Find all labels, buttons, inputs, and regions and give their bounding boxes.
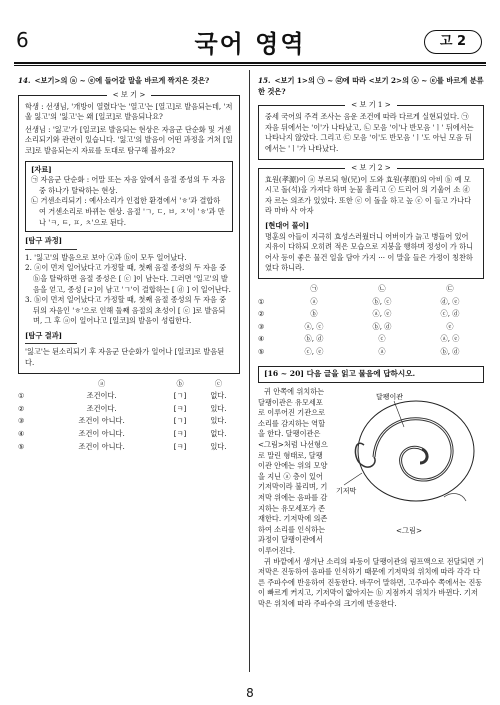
example-box-1-text: 중세 국어의 주격 조사는 음운 조건에 따라 다르게 실현되었다. ㉠ 자음 뒤에서는 '이'가 나타났고, ㉡ 모음 '이'나 반모음 'ㅣ' 뒤에서는 나타나지 않았다. 그리고 ㉢ 모음 '이'도 반모음 'ㅣ'도 아닌 모음 뒤에서는 'ㅣ'가 나타났다. xyxy=(265,112,474,153)
column-divider xyxy=(249,70,250,672)
choice-header-row xyxy=(258,283,484,296)
process-title: [탐구 과정] xyxy=(25,236,63,246)
choice-row[interactable] xyxy=(258,321,484,334)
result-title: [탐구 결과] xyxy=(25,330,63,340)
question-15 xyxy=(258,76,484,610)
choice-header: ㉠ xyxy=(310,283,318,293)
choice-header: ㉢ xyxy=(446,283,454,293)
student-line: 학생 : 선생님, '개방이 열렸다'는 '열고'는 [열고]로 발음되는데, '저울 잃고'의 '잃고'는 왜 [일코]로 발음되나요? xyxy=(25,101,233,122)
choice-cell: ⓒ xyxy=(378,334,386,344)
passage-paragraph-1: 귀 안쪽에 위치하는 달팽이관은 유모세포로 이루어진 기관으로 소리를 감지하는 역할을 한다. 달팽이관은 <그림>처럼 나선형으로 말린 형태로, 달팽이관 안에는 위의 모양을 지닌 ⓐ 층이 있어 기저막이라 불리며, 기저막 위에는 음파를 감지하는 유모세포가 존재한다. 기저막에 의존하여 소리를 인식하는 과정이 달팽이관에서 이루어진다. xyxy=(258,387,328,555)
figure-label: 기저막 xyxy=(336,487,357,496)
choice-header: ⓑ xyxy=(176,378,184,388)
page-footer-number: 8 xyxy=(246,686,254,700)
choice-number[interactable]: ③ xyxy=(18,416,25,426)
choice-header: ⓒ xyxy=(214,378,223,388)
choice-cell: ⓐ, ⓒ xyxy=(304,321,324,331)
example-box-1-title: < 보 기 1 > xyxy=(345,100,397,109)
question-14-prompt xyxy=(18,76,240,87)
choice-cell: 조건이다. xyxy=(86,403,117,413)
data-title: [자료] xyxy=(31,164,52,174)
grade-badge: 고 2 xyxy=(424,30,482,54)
choice-number[interactable]: ④ xyxy=(18,429,25,439)
choice-row[interactable] xyxy=(258,333,484,346)
choice-cell: 없다. xyxy=(210,391,227,401)
choice-cell: [ㄱ] xyxy=(173,416,187,426)
choice-header: ㉡ xyxy=(378,283,386,293)
choice-cell: 없다. xyxy=(210,429,227,439)
question-14 xyxy=(18,76,240,453)
process-step-2: 2. ⓐ이 먼저 일어났다고 가정할 때, 첫째 음절 종성의 두 자음 중 ⓑ을 탈락하면 음절 종성은 [ ⓒ ]이 남는다. 그러면 '일고'의 발음을 얻고, 종성 [ㄹ]이 남고 'ㄱ'이 결합하는 [ ⓓ ] 이 일어난다. xyxy=(25,263,231,294)
choice-cell: ⓑ, ⓒ xyxy=(372,296,392,306)
question-text: <보기>의 ⓐ ~ ⓔ에 들어갈 말을 바르게 짝지은 것은? xyxy=(34,76,210,85)
data-item-2: ㉡ 거센소리되기 : 예사소리가 인접한 환경에서 'ㅎ'과 결합하여 거센소리로 바뀌는 현상. 음절 'ㄱ, ㄷ, ㅂ, ㅈ'이 'ㅎ'과 만나 'ㅋ, ㅌ, ㅍ, ㅊ'으로 된다. xyxy=(31,196,225,227)
choice-number[interactable]: ⑤ xyxy=(258,346,265,356)
choice-cell: 조건이다. xyxy=(86,391,117,401)
choice-cell: 있다. xyxy=(210,416,227,426)
page-header xyxy=(0,0,500,58)
choice-cell: ⓑ xyxy=(310,309,318,319)
choice-cell: [ㄱ] xyxy=(173,391,187,401)
choice-cell: ⓐ xyxy=(310,296,318,306)
question-number: 15. xyxy=(258,76,271,85)
choice-cell: ⓐ xyxy=(378,346,386,356)
figure-label: 달팽이관 xyxy=(376,393,404,402)
choice-row[interactable] xyxy=(258,346,484,359)
modern-text: 명훈의 아들이 지극히 효성스러웠더니 어버이가 늙고 병들어 있어 지유이 다하되 오히려 적은 모습으로 지붕을 행하며 정성이 가 하니 어사 등이 좋은 물건 일을 담아 가지 ··· 이 말을 들은 가정이 칭찬하였다 하니라. xyxy=(265,231,474,273)
choice-cell: ⓒ, ⓓ xyxy=(440,309,460,319)
passage-paragraph-2: 귀 바깥에서 생겨난 소리의 파동이 달팽이관의 림프액으로 전달되면 기저막은 진동하여 음파를 인식하기 때문에 기저막의 위치에 따라 각각 다른 주파수에 반응하여 진동한다. 바꾸어 말하면, 고주파수 쪽에서는 진동이 빠르게 커지고, 기저막이 얇아지는 ⓑ 지점까지 위치가 바뀐다. 기저막은 위치에 따라 주파수의 크기에 반응한다. xyxy=(258,556,484,608)
question-text: <보기 1>의 ㉠ ~ ㉣에 따라 <보기 2>의 ⓐ ~ ⓔ를 바르게 분류한 것은? xyxy=(258,76,484,96)
page-number: 6 xyxy=(16,28,29,52)
subject-title: 국어 영역 xyxy=(194,30,306,58)
choice-cell: ⓑ, ⓓ xyxy=(304,334,324,344)
modern-title: [현대어 풀이] xyxy=(265,220,310,230)
example-box-title: < 보 기 > xyxy=(107,90,152,99)
choice-cell: 조건이 아니다. xyxy=(78,441,125,451)
choice-cell: ⓐ, ⓔ xyxy=(440,334,460,344)
choice-cell: ⓓ, ⓔ xyxy=(440,296,460,306)
choice-cell: 있다. xyxy=(210,441,227,451)
choice-number[interactable]: ④ xyxy=(258,334,265,344)
choice-header: ⓐ xyxy=(98,378,106,388)
answer-choices xyxy=(258,283,484,359)
choice-cell: [ㅋ] xyxy=(173,429,187,439)
choice-number[interactable]: ① xyxy=(258,296,265,306)
choice-cell: ⓑ, ⓓ xyxy=(372,321,392,331)
teacher-line: 선생님 : '잃고'가 [일코]로 발음되는 현상은 자음군 단순화 및 거센소리되기와 관련이 있습니다. '잃고'의 발음이 어떤 과정을 거쳐 [일코]로 발음되는지 자료를 토대로 탐구해 볼까요? xyxy=(25,124,233,155)
question-number: 14. xyxy=(18,76,31,85)
choice-row[interactable] xyxy=(258,308,484,321)
example-box-2-title: < 보 기 2 > xyxy=(345,163,397,172)
choice-cell: ⓐ, ⓔ xyxy=(372,309,392,319)
choice-number[interactable]: ② xyxy=(258,309,265,319)
example-box-1 xyxy=(258,100,484,159)
choice-row[interactable] xyxy=(18,403,240,416)
choice-header-row xyxy=(18,378,240,391)
choice-cell: [ㅋ] xyxy=(173,403,187,413)
choice-number[interactable]: ② xyxy=(18,403,25,413)
question-15-prompt xyxy=(258,76,484,97)
choice-cell: 있다. xyxy=(210,403,227,413)
example-box xyxy=(18,89,240,374)
choice-cell: 조건이 아니다. xyxy=(78,416,125,426)
choice-row[interactable] xyxy=(18,390,240,403)
data-item-1: ㉠ 자음군 단순화 : 어말 또는 자음 앞에서 음절 종성의 두 자음 중 하나가 탈락하는 현상. xyxy=(31,175,226,195)
data-box xyxy=(25,161,233,233)
result-text: '잃고'는 된소리되기 후 자음군 단순화가 일어나 [일코]로 발음된다. xyxy=(25,347,225,368)
choice-row[interactable] xyxy=(258,296,484,309)
figure-caption: <그림> xyxy=(396,526,422,536)
answer-choices xyxy=(18,378,240,454)
choice-cell: ⓔ xyxy=(446,321,454,331)
choice-cell: [ㅋ] xyxy=(173,441,187,451)
choice-number[interactable]: ① xyxy=(18,391,25,401)
choice-cell: ⓒ, ⓔ xyxy=(304,346,324,356)
choice-cell: ⓑ, ⓓ xyxy=(440,346,460,356)
example-box-2 xyxy=(258,162,484,279)
process-step-3: 3. ⓑ이 먼저 일어났다고 가정할 때, 첫째 음절 종성의 두 자음 중 뒤의 자음인 'ㅎ'으로 인해 둘째 음절의 초성이 [ ⓔ ]로 발음되며, 그 후 ⓐ이 일어나고 [일코]의 발음이 성립한다. xyxy=(25,295,227,326)
choice-cell: 조건이 아니다. xyxy=(78,429,125,439)
choice-row[interactable] xyxy=(18,441,240,454)
cochlea-diagram xyxy=(334,387,484,525)
cochlea-figure xyxy=(334,387,484,537)
choice-row[interactable] xyxy=(18,415,240,428)
header-rule-thin xyxy=(14,65,486,66)
header-rule xyxy=(14,62,486,64)
passage-banner: [16 ~ 20] 다음 글을 읽고 물음에 답하시오. xyxy=(258,366,484,383)
choice-number[interactable]: ⑤ xyxy=(18,441,25,451)
example-box-2-text: 효원(孝源)이 ⓐ 부르되 형(兄)이 도와 효원(孝原)의 아비 ⓑ 예 모시고 돌(석)을 가져다 하며 눈물 흘리고 ⓒ 드리어 의 기울어 소 ⓓ 자 르는 의조가 있었다. 또한 ⓔ 이 돌을 하고 높 ⓔ 이 들고 가나다라 마바 사 아자 xyxy=(265,174,472,216)
choice-row[interactable] xyxy=(18,428,240,441)
choice-number[interactable]: ③ xyxy=(258,321,265,331)
process-step-1: 1. '잃고'의 발음으로 보아 ⓐ과 ⓑ이 모두 일어났다. xyxy=(25,252,187,262)
